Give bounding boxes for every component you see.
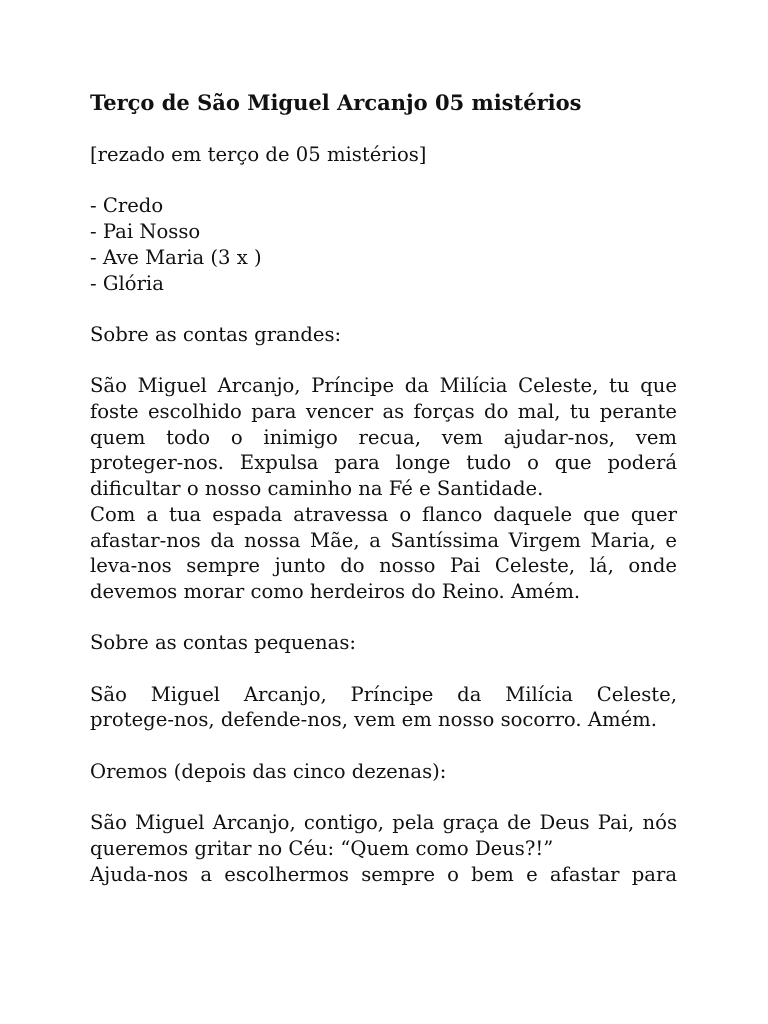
prayer-line: queremos gritar no Céu: “Quem como Deus?!” (90, 836, 554, 860)
small-beads-heading: Sobre as contas pequenas: (90, 631, 356, 655)
list-item: - Ave Maria (3 x ) (90, 245, 262, 269)
document-title: Terço de São Miguel Arcanjo 05 mistérios (90, 90, 582, 115)
prayer-line: proteger-nos. Expulsa para longe tudo o que poderá (90, 451, 677, 475)
subtitle: [rezado em terço de 05 mistérios] (90, 143, 427, 166)
list-item: - Glória (90, 271, 164, 295)
large-beads-heading: Sobre as contas grandes: (90, 322, 342, 346)
list-item: - Credo (90, 194, 164, 218)
closing-prayer (90, 810, 677, 887)
prayer-line: quem todo o inimigo recua, vem ajudar-nos, vem (90, 425, 677, 449)
prayer-line: São Miguel Arcanjo, Príncipe da Milícia Celeste, (90, 682, 677, 706)
closing-heading: Oremos (depois das cinco dezenas): (90, 759, 447, 783)
prayer-line: dificultar o nosso caminho na Fé e Santidade. (90, 477, 544, 501)
prayer-line: devemos morar como herdeiros do Reino. Amém. (90, 579, 581, 603)
prayer-line: protege-nos, defende-nos, vem em nosso socorro. Amém. (90, 708, 657, 732)
prayer-line: Ajuda-nos a escolhermos sempre o bem e afastar para (90, 862, 677, 886)
prayer-line: afastar-nos da nossa Mãe, a Santíssima Virgem Maria, e (90, 528, 677, 552)
large-beads-prayer (90, 373, 677, 604)
document-page (90, 86, 677, 887)
prayer-line: Com a tua espada atravessa o flanco daquele que quer (90, 502, 677, 526)
small-beads-prayer (90, 682, 677, 733)
prayer-line: foste escolhido para vencer as forças do mal, tu perante (90, 399, 677, 423)
opening-prayers-list (90, 193, 677, 296)
list-item: - Pai Nosso (90, 220, 201, 244)
prayer-line: São Miguel Arcanjo, Príncipe da Milícia Celeste, tu que (90, 374, 677, 398)
prayer-line: leva-nos sempre junto do nosso Pai Celeste, lá, onde (90, 554, 677, 578)
prayer-line: São Miguel Arcanjo, contigo, pela graça de Deus Pai, nós (90, 811, 677, 835)
